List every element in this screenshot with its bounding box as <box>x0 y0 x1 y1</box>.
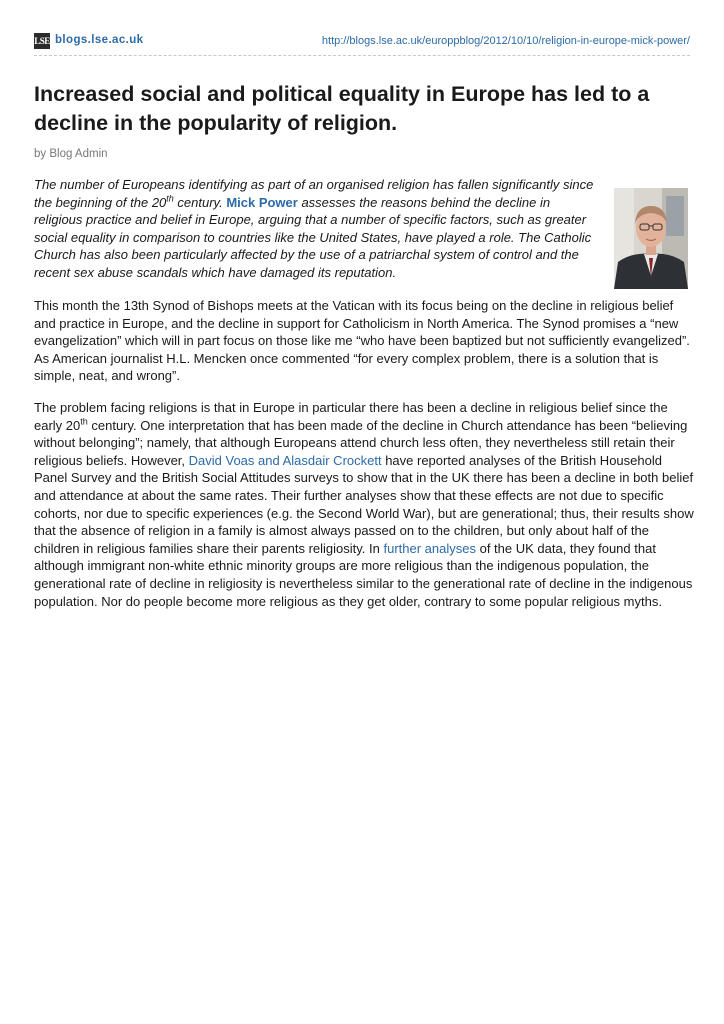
source-url-link[interactable]: http://blogs.lse.ac.uk/europpblog/2012/10/10/religion-in-europe-mick-power/ <box>321 35 690 47</box>
paragraph2-text-1: The problem facing religions is that in Europe in particular there has been a decline in religious belief since the early 20 <box>34 400 668 433</box>
intro-superscript: th <box>166 193 174 204</box>
paragraph2-text-3: have reported analyses of the British Household Panel Survey and the British Social Attitudes surveys to show that in the UK there has been a decline in both belief and attendance at about the same rates. Their further analyses show that these effects are not due to specific cohorts, nor due to specific experiences (e.g. the Second World War), but are generational; thus, their results show that the absence of religion in a family is almost always passed on to the children, but only about half of the children in religious families share their parents religiosity. In <box>34 452 694 556</box>
site-link[interactable]: blogs.lse.ac.uk <box>55 34 144 46</box>
intro-text-1: The number of Europeans identifying as part of an organised religion has fallen significantly since the beginning of the 20 <box>34 177 594 210</box>
author-portrait-image <box>614 188 688 289</box>
paragraph2-superscript: th <box>80 416 88 427</box>
article-title: Increased social and political equality in Europe has led to a decline in the popularity of religion. <box>34 82 650 135</box>
intro-text-3: assesses the reasons behind the decline in religious practice and belief in Europe, arguing that a number of specific factors, such as greater social equality in comparison to countries like the United States, have played a role. The Catholic Church has also been particularly affected by the use of a patriarchal system of control and the recent sex abuse scandals which have damaged its reputation. <box>34 194 592 280</box>
voas-crockett-link[interactable]: David Voas and Alasdair Crockett <box>188 452 382 468</box>
author-photo <box>614 188 688 289</box>
article-paragraph-1: This month the 13th Synod of Bishops meets at the Vatican with its focus being on the decline in religious belief and practice in Europe, and the decline in support for Catholicism in North America. The Synod promises a “new evangelization” which will in part focus on those like me “who have been baptized but not sufficiently evangelized”. As American journalist H.L. Mencken once commented “for every complex problem, there is a solution that is simple, neat, and wrong”. <box>34 298 690 384</box>
article-byline: by Blog Admin <box>34 148 108 160</box>
paragraph2-text-2: century. One interpretation that has been made of the decline in Church attendance has been “believing without belonging”; namely, that although Europeans attend church less often, they nevertheless still retain their religious beliefs. However, <box>34 417 688 468</box>
page-header <box>34 32 690 52</box>
intro-text-2: century. <box>173 194 227 210</box>
further-analyses-link[interactable]: further analyses <box>383 540 476 556</box>
paragraph2-text-4: of the UK data, they found that although immigrant non-white ethnic minority groups are more religious than the indigenous population, the generational rate of decline in religiosity is nevertheless similar to the generational rate of decline in the indigenous population. Nor do people become more religious as they get older, contrary to some popular religious myths. <box>34 540 693 609</box>
author-link[interactable]: Mick Power <box>226 194 298 210</box>
article-intro <box>34 176 594 282</box>
lse-logo[interactable]: LSE <box>34 33 50 49</box>
header-divider <box>34 55 690 56</box>
article-paragraph-2 <box>34 399 694 610</box>
